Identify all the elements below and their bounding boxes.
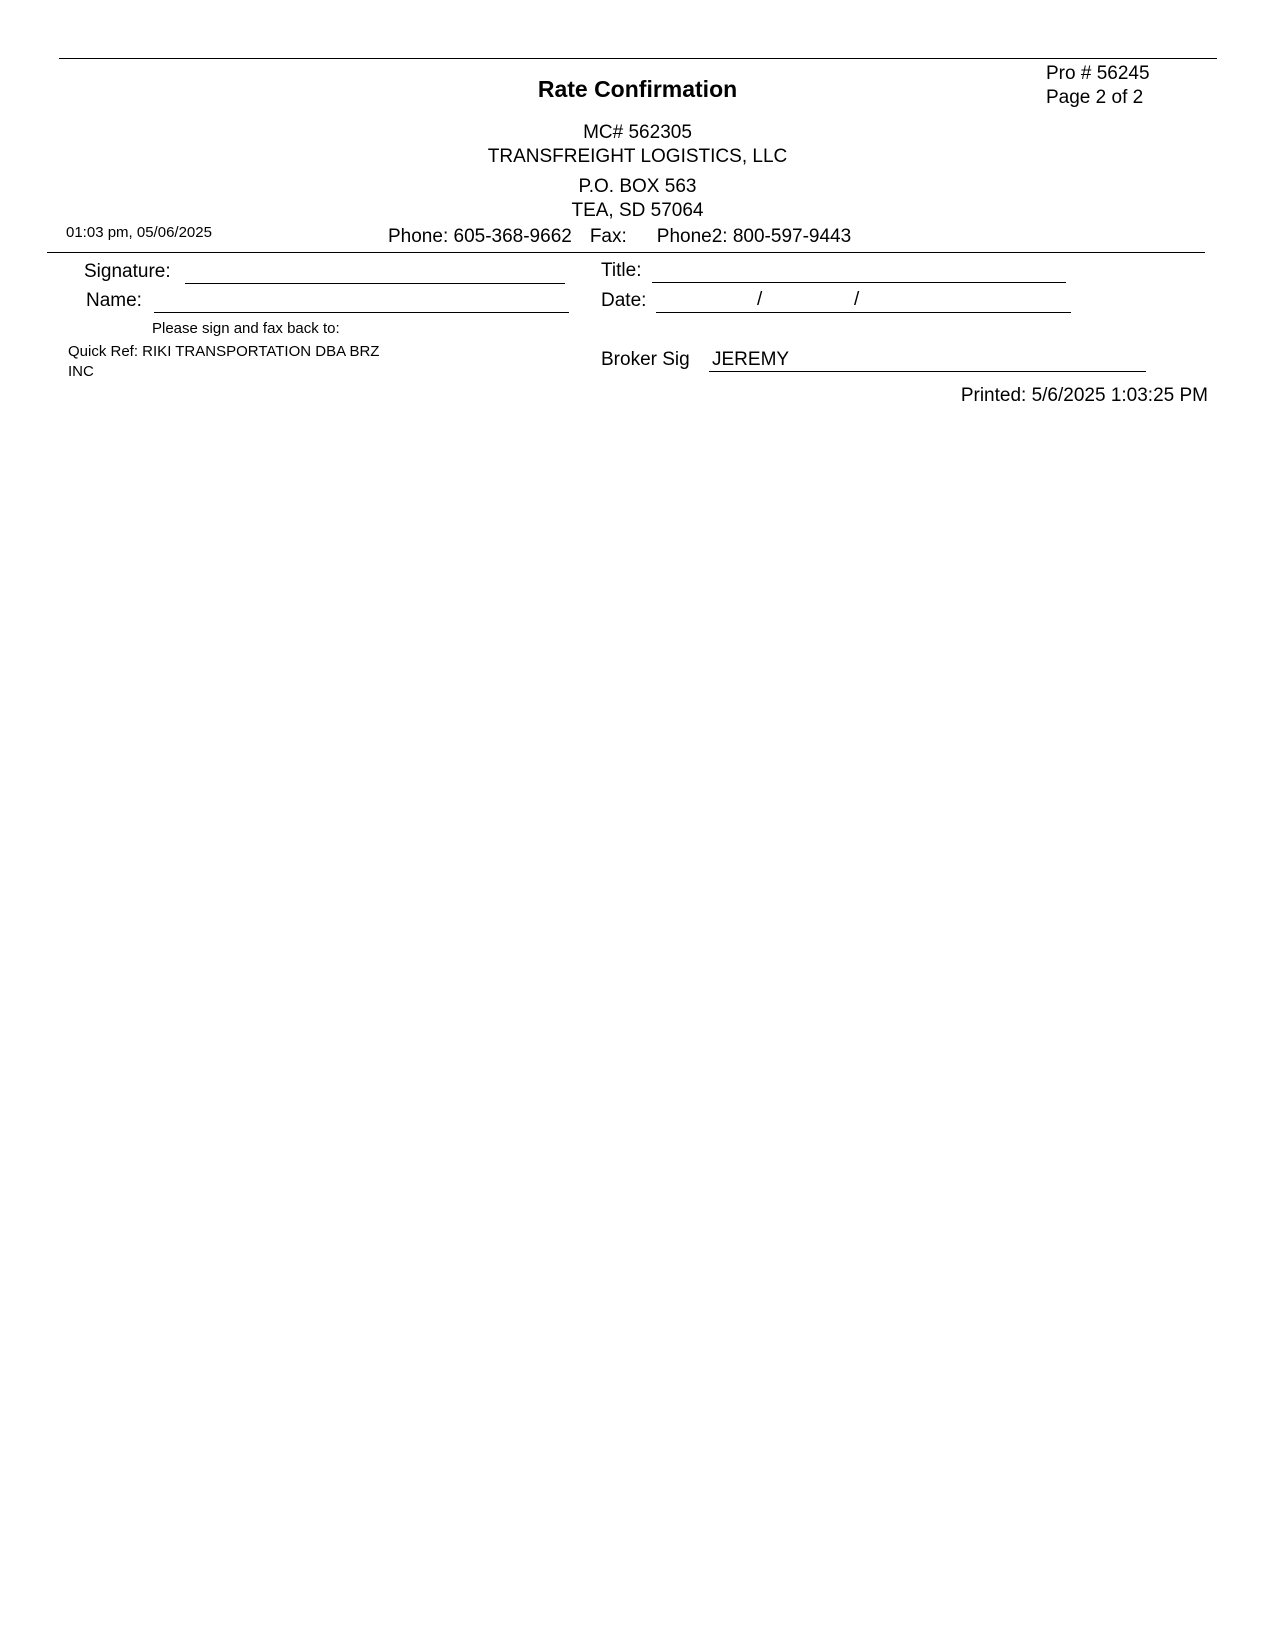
phone-number: Phone: 605-368-9662 (388, 226, 572, 247)
signature-field[interactable] (185, 283, 565, 284)
phone2-number: Phone2: 800-597-9443 (656, 226, 852, 247)
name-field[interactable] (154, 312, 569, 313)
title-field[interactable] (652, 282, 1066, 283)
printed-timestamp: Printed: 5/6/2025 1:03:25 PM (960, 385, 1208, 406)
document-title: Rate Confirmation (537, 76, 738, 102)
date-separator-1: / (757, 289, 763, 310)
broker-sig-value: JEREMY (712, 349, 790, 370)
contact-row (388, 226, 851, 248)
pro-number: Pro # 56245 (1046, 63, 1150, 84)
mc-number: MC# 562305 (583, 122, 692, 143)
page-info: Page 2 of 2 (1046, 87, 1144, 108)
title-label: Title: (601, 260, 642, 281)
broker-sig-label: Broker Sig (601, 349, 690, 370)
name-label: Name: (86, 290, 142, 311)
signature-label: Signature: (84, 261, 171, 282)
date-label: Date: (601, 290, 647, 311)
company-name: TRANSFREIGHT LOGISTICS, LLC (487, 146, 788, 167)
timestamp: 01:03 pm, 05/06/2025 (66, 224, 212, 241)
broker-sig-field[interactable] (709, 371, 1146, 372)
sign-instruction: Please sign and fax back to: (152, 320, 340, 337)
date-field[interactable] (656, 312, 1071, 313)
date-separator-2: / (854, 289, 860, 310)
address-line-1: P.O. BOX 563 (578, 176, 697, 197)
page-reference (1046, 62, 1150, 110)
quick-ref-line-1: Quick Ref: RIKI TRANSPORTATION DBA BRZ (68, 343, 380, 360)
quick-ref-line-2: INC (68, 363, 94, 380)
address-line-2: TEA, SD 57064 (571, 200, 704, 221)
header-divider (47, 252, 1205, 253)
top-rule (59, 58, 1217, 59)
fax-label: Fax: (589, 226, 627, 247)
